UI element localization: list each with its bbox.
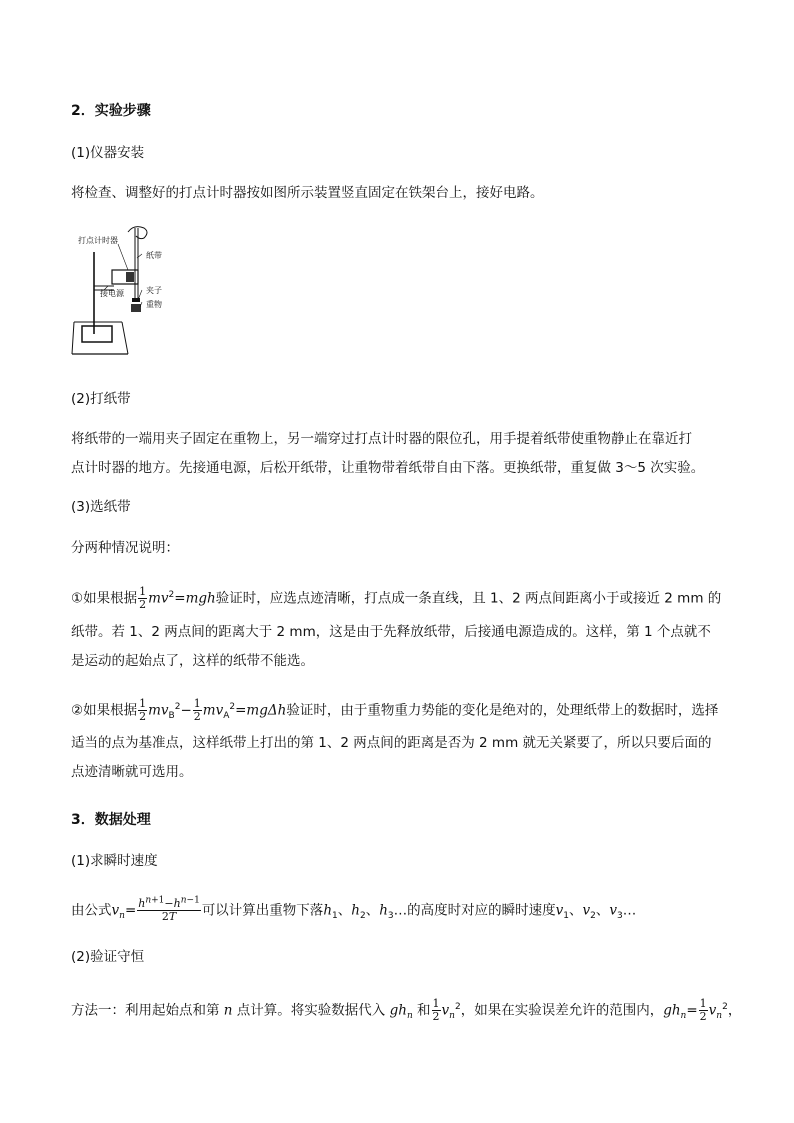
formula-prefix: 由公式 — [71, 902, 112, 919]
velocity-fraction: $\frac{h^{n+1}-h^{n-1}}{2T}$ — [138, 895, 200, 923]
case1-formula: =mgh — [174, 590, 216, 607]
step3-title: (3)选纸带 — [71, 499, 131, 515]
case2-line3: 点迹清晰就可选用。 — [71, 764, 193, 780]
case1-after: 验证时，应选点迹清晰，打点成一条直线，且 1、2 两点间距离小于或接近 2 mm 的 — [215, 590, 722, 607]
case2-formula: =mgΔh — [235, 702, 287, 719]
case1-line2: 纸带。若 1、2 两点间的距离大于 2 mm，这是由于先释放纸带，后接通电源造成的。这样，第 1 个点就不 — [71, 624, 711, 640]
step3-intro: 分两种情况说明： — [71, 540, 179, 556]
fraction-half: $\frac{1}{2}$ — [139, 585, 147, 611]
method1-after: ，如果在实验误差允许的范围内， — [460, 1002, 664, 1019]
step2-line1: 将纸带的一端用夹子固定在重物上，另一端穿过打点计时器的限位孔，用手提着纸带使重物静止在靠近打 — [71, 431, 692, 447]
case2-prefix: ②如果根据 — [71, 702, 138, 719]
velocity-formula-line: 由公式$v_n=$ $\frac{h^{n+1}-h^{n-1}}{2T}$ 可以计算出重物下落$h_1$、$h_2$、$h_3\dots$的高度时对应的瞬时速度$v_1$、$v_2$、$v_3\dots$ — [71, 895, 637, 923]
fraction-half-3: $\frac{1}{2}$ — [432, 997, 440, 1023]
section3-step1-title: (1)求瞬时速度 — [71, 853, 158, 869]
fraction-half-2: $\frac{1}{2}$ — [193, 697, 201, 723]
method1-prefix: 方法一：利用起始点和第 — [71, 1002, 220, 1019]
case2-after: 验证时，由于重物重力势能的变化是绝对的，处理纸带上的数据时，选择 — [286, 702, 719, 719]
step2-line2: 点计时器的地方。先接通电源，后松开纸带，让重物带着纸带自由下落。更换纸带，重复做 3～5 次实验。 — [71, 460, 705, 476]
fraction-half-1: $\frac{1}{2}$ — [139, 697, 147, 723]
case1-line1: ①如果根据 $\frac{1}{2}$ $mv^2=mgh$验证时，应选点迹清晰，打点成一条直线，且 1、2 两点间距离小于或接近 2 mm 的 — [71, 585, 722, 611]
method1-mid: 点计算。将实验数据代入 — [236, 1002, 386, 1019]
case2-line1: ②如果根据 $\frac{1}{2}$ $mv_B^2-$ $\frac{1}{2}$ $mv_A^2=mg\Delta h$验证时，由于重物重力势能的变化是绝对的，处理纸带上的数据时，选择 — [71, 697, 719, 723]
step2-title: (2)打纸带 — [71, 391, 131, 407]
fraction-half-4: $\frac{1}{2}$ — [699, 997, 707, 1023]
formula-after: 可以计算出重物下落 — [201, 902, 324, 919]
case1-line3: 是运动的起始点了，这样的纸带不能选。 — [71, 653, 314, 669]
method1-line: 方法一：利用起始点和第 n 点计算。将实验数据代入 $gh_n$ 和 $\frac{1}{2}$ $v_n^2$，如果在实验误差允许的范围内，$gh_n=$ $\frac{1}{2}$ $v_n^2$， — [71, 997, 742, 1023]
label-tape: 纸带 — [146, 251, 162, 260]
step1-title: (1)仪器安装 — [71, 145, 145, 161]
section3-heading: 3．数据处理 — [71, 812, 151, 828]
section2-heading: 2．实验步骤 — [71, 103, 151, 119]
apparatus-figure — [70, 222, 170, 362]
label-power: 接电源 — [100, 289, 124, 298]
label-clip: 夹子 — [146, 286, 162, 295]
step1-text: 将检查、调整好的打点计时器按如图所示装置竖直固定在铁架台上，接好电路。 — [71, 185, 544, 201]
label-weight: 重物 — [146, 300, 162, 309]
method1-and: 和 — [417, 1002, 431, 1019]
case2-line2: 适当的点为基准点，这样纸带上打出的第 1、2 两点间的距离是否为 2 mm 就无关紧要了，所以只要后面的 — [71, 735, 712, 751]
section3-step2-title: (2)验证守恒 — [71, 949, 145, 965]
label-timer: 打点计时器 — [78, 236, 118, 245]
formula-after2: 的高度时对应的瞬时速度 — [407, 902, 556, 919]
case1-prefix: ①如果根据 — [71, 590, 138, 607]
